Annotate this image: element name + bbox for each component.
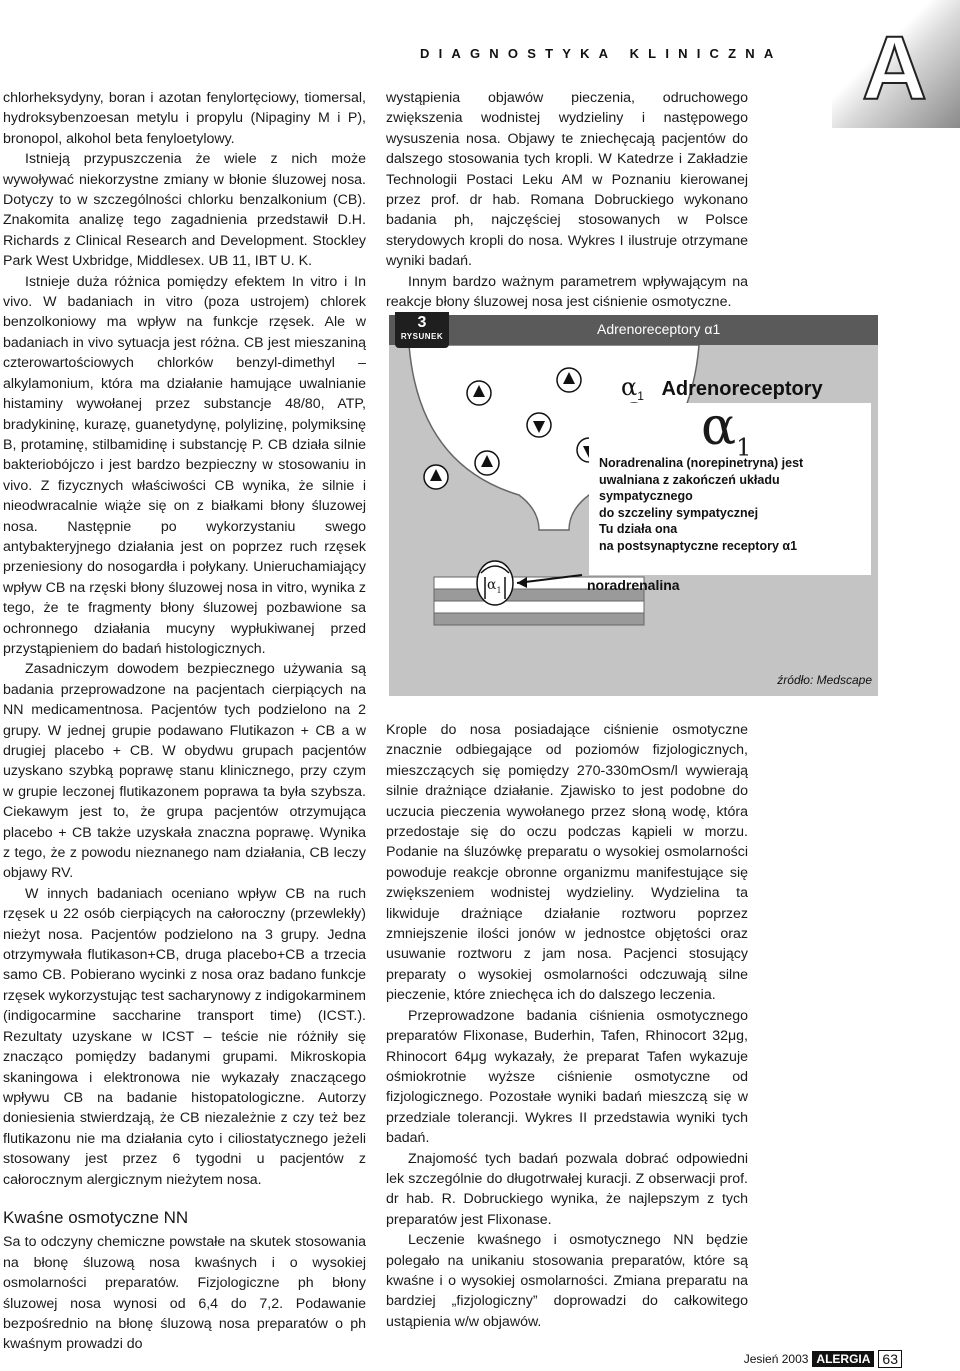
paragraph: wystąpienia objawów pieczenia, odruchowego zwiększenia wodnistej wydzieliny i następowego wysuszenia nosa. Objawy te zniechęcają pacjentów do dalszego stosowania tych kropli. W Katedrze i Zakładzie Technologii Postaci Leku AM w Poznaniu kierowanej przez prof. dr hab. Romana Dobruckiego wykonano badania ph, najczęściej stosowanych w Polsce sterydowych kropli do nosa. Wykres I ilustruje otrzymane wyniki badań. [386,90,748,270]
figure-title: Adrenoreceptory α1 [597,321,721,337]
postsynaptic-membrane-3 [434,601,644,613]
corner-letter: A [862,19,927,119]
paragraph: Znajomość tych badań pozwala dobrać odpowiedni lek szczególnie do długotrwałej kuracji. Z obserwacji prof. dr hab. R. Dobruckiego wynika, że najlepszym z tych preparatów jest Flixonase. [386,1150,748,1228]
figure-description-box [589,397,871,575]
paragraph: W innych badaniach oceniano wpływ CB na ruch rzęsek u 22 osób cierpiących na całoroczny (przewlekły) nieżyt nosa. Pacjentów podzielono na 3 grupy. Jedna otrzymywała flutikason+CB, druga placebo+CB a trzecia samo CB. Pobierano wycinki z nosa oraz badano funkcje rzęsek wykorzystując test sacharynowy z indigokarminem (indigocarmine saccharine transport time) (ICST.). Rezultaty uzyskane w ICST – teście nie różniły się znacząco pomiędzy badanymi grupami. Mikroskopia skaningowa i elektronowa nie wykazały znaczącego wpływu CB na badanie histopatologiczne. Autorzy doniesienia stwierdzają, że CB niezależnie z czy też bez flutikazonu nie ma działania cyto i ciliostatycznego jeżeli stosowany jest przez 6 tygodni u pacjentów z całorocznym alergicznym nieżytem nosa. [3,885,366,1188]
big-alpha-symbol: α [701,397,737,457]
big-alpha [701,397,751,461]
paragraph: Przeprowadzone badania ciśnienia osmotycznego preparatów Flixonase, Buderhin, Tafen, Rhinocort 32μg, Rhinocort 64μg wykazały, że preparat Tafen wykazuje ośmiokrotnie wyższe ciśnienie osmotyczne od fizjologicznego. Pozostałe wyniki badań mieszczą się w przedziale tolerancji. Wykres II przedstawia wyniki tych badań. [386,1007,748,1147]
right-column-top [386,88,748,312]
desc-line: uwalniana z zakończeń układu [599,472,780,487]
corner-tab [832,0,960,128]
desc-line: do szczeliny sympatycznej [599,505,759,520]
page-footer [744,1350,902,1368]
paragraph: Sa to odczyny chemiczne powstałe na skutek stosowania na błonę śluzową nosa kwaśnych i o wysokiej osmolarności preparatów. Fizjologiczne ph błony śluzowej nosa wynosi od 6,4 do 7,2. Podawanie bezpośrednio na błonę śluzową nosa preparatów o ph kwaśnym prowadzi do [3,1234,366,1353]
paragraph: chlorheksydyny, boran i azotan fenylortęciowy, tiomersal, hydroksybenzoesan metylu i propylu (Nipaginy M i P), bronopol, alkohol beta fenyloetylowy. [3,90,366,147]
page-number: 63 [878,1350,902,1368]
heading-text: Adrenoreceptory [661,378,823,400]
alpha-subscript: 1 [637,389,644,403]
figure-badge-label: RYSUNEK [400,332,444,341]
receptor-label [487,577,502,595]
receptor-subscript: 1 [496,585,502,595]
desc-line: Noradrenalina (norepinetryna) jest [599,456,804,470]
figure-adrenoreceptors [389,315,878,696]
section-header: DIAGNOSTYKA KLINICZNA [420,46,783,61]
paragraph: Istnieje duża różnica pomiędzy efektem In vitro i In vivo. W badaniach in vitro (poza ustrojem) chlorek benzolkoniowy ma wpływ na funkcje rzęsek. Ale w badaniach in vivo sytuacja jest różna. CB jest mieszaniną czterowartościowych chlorków benzyl-dimethyl – alkylamonium, która ma działanie hamujące uwalnianie histaminy wywołanej przez substancje 48/80, ATP, bradykininę, kurazę, guanetydynę, polylizinę, polymiksinę B, protaminę, stilbamidinę i substancję P. CB działa silnie bakteriobójczo i jest bardzo bezpieczny w stosowaniu in vivo. Z fizycznych właściwości CB wynika, że silnie i nieodwracalnie wiąże się on z białkami błony śluzowej nosa. Następnie po wykorzystaniu swego antybakteryjnego działania jest on poprzez ruch rzęsek przeniesiony do nosogardła i połykany. Unieruchamiający wpływ CB na rzęski błony śluzowej nosa in vitro, wynika z tego, że te fragmenty błony śluzowej pozbawione sa ochronnego działania mucyny wypłukiwanej przed przystąpieniem do badań histologicznych. [3,273,366,657]
left-column [3,88,366,1355]
big-alpha-subscript: 1 [736,433,752,462]
right-column-bottom [386,720,748,1332]
paragraph: Innym bardzo ważnym parametrem wpływającym na reakcje błony śluzowej nosa jest ciśnienie osmotyczne. [386,273,748,311]
figure-badge [395,312,449,348]
receptor-symbol: α [487,577,497,593]
alpha-symbol: α [621,373,638,401]
desc-line: na postsynaptyczne receptory α1 [599,538,798,553]
desc-line: Tu działa ona [599,522,678,536]
noradrenalina-label: noradrenalina [587,577,680,593]
paragraph: Leczenie kwaśnego i osmotycznego NN będzie polegało na unikaniu stosowania preparatów, które są kwaśne i o wysokiej osmolarności. Zmiana preparatu na bardziej „fizjologiczny” doprowadzi do całkowitego ustąpienia w/w objawów. [386,1232,748,1330]
postsynaptic-membrane-4 [434,613,644,625]
figure-title-bar [389,315,878,345]
paragraph: Istnieją przypuszczenia że wiele z nich może wywoływać niekorzystne zmiany w błonie śluzowej nosa. Dotyczy to w szczególności chlorku benzalkonium (CB). Znakomita analizę tego zagadnienia przedstawił D.H. Richards z Clinical Research and Development. Stockley Park West Uxbridge, Middlesex. UB 11, IBT U. K. [3,151,366,270]
figure-source: źródło: Medscape [777,673,872,687]
paragraph: Zasadniczym dowodem bezpiecznego używania są badania przeprowadzone na pacjentach cierpiących na NN medicamentnosa. Pacjentów tych podzielono na 2 grupy. W jednej grupie podawano Flutikazon + CB a w drugiej placebo + CB. W obydwu grupach pacjentów uzyskano szybką poprawę stanu klinicznego, przy czym w grupie leczonej flutikazonem poprawa ta była szybsza. Ciekawym jest to, że grupa pacjentów otrzymująca placebo + CB także uzyskała znaczna poprawę. Wynika z tego, że z powodu nieznanego nam działania, CB leczy objawy RV. [3,661,366,882]
figure-number: 3 [417,314,427,331]
subheading: Kwaśne osmotyczne NN [3,1207,189,1227]
desc-line: sympatycznego [599,489,693,503]
magazine-brand: ALERGIA [812,1351,874,1367]
paragraph: Krople do nosa posiadające ciśnienie osmotyczne znacznie odbiegające od poziomów fizjologicznych, mieszczących się pomiędzy 270-330mOsm/l wywierają silnie drażniące działanie. Zjawisko to jest podobne do uczucia pieczenia wywołanego przez słoną wodę, która przedostaje się do oczu podczas kąpieli w morzu. Podanie na śluzówkę preparatu o wysokiej osmolarności powoduje reakcje obronne organizmu manifestujące się zwiększeniem wodnistej wydzieliny. Wydzielina ta likwiduje drażniące działanie roztworu poprzez zmniejszenie ilości jonów w jednostce objętości oraz usuwanie roztworu z jam nosa. Pacjenci stosujący preparaty o wysokiej osmolarności odczuwają silne pieczenie, które zniechęca ich do dalszego leczenia. [386,722,748,1004]
issue-label: Jesień 2003 [743,1352,809,1366]
figure-description [599,455,867,554]
